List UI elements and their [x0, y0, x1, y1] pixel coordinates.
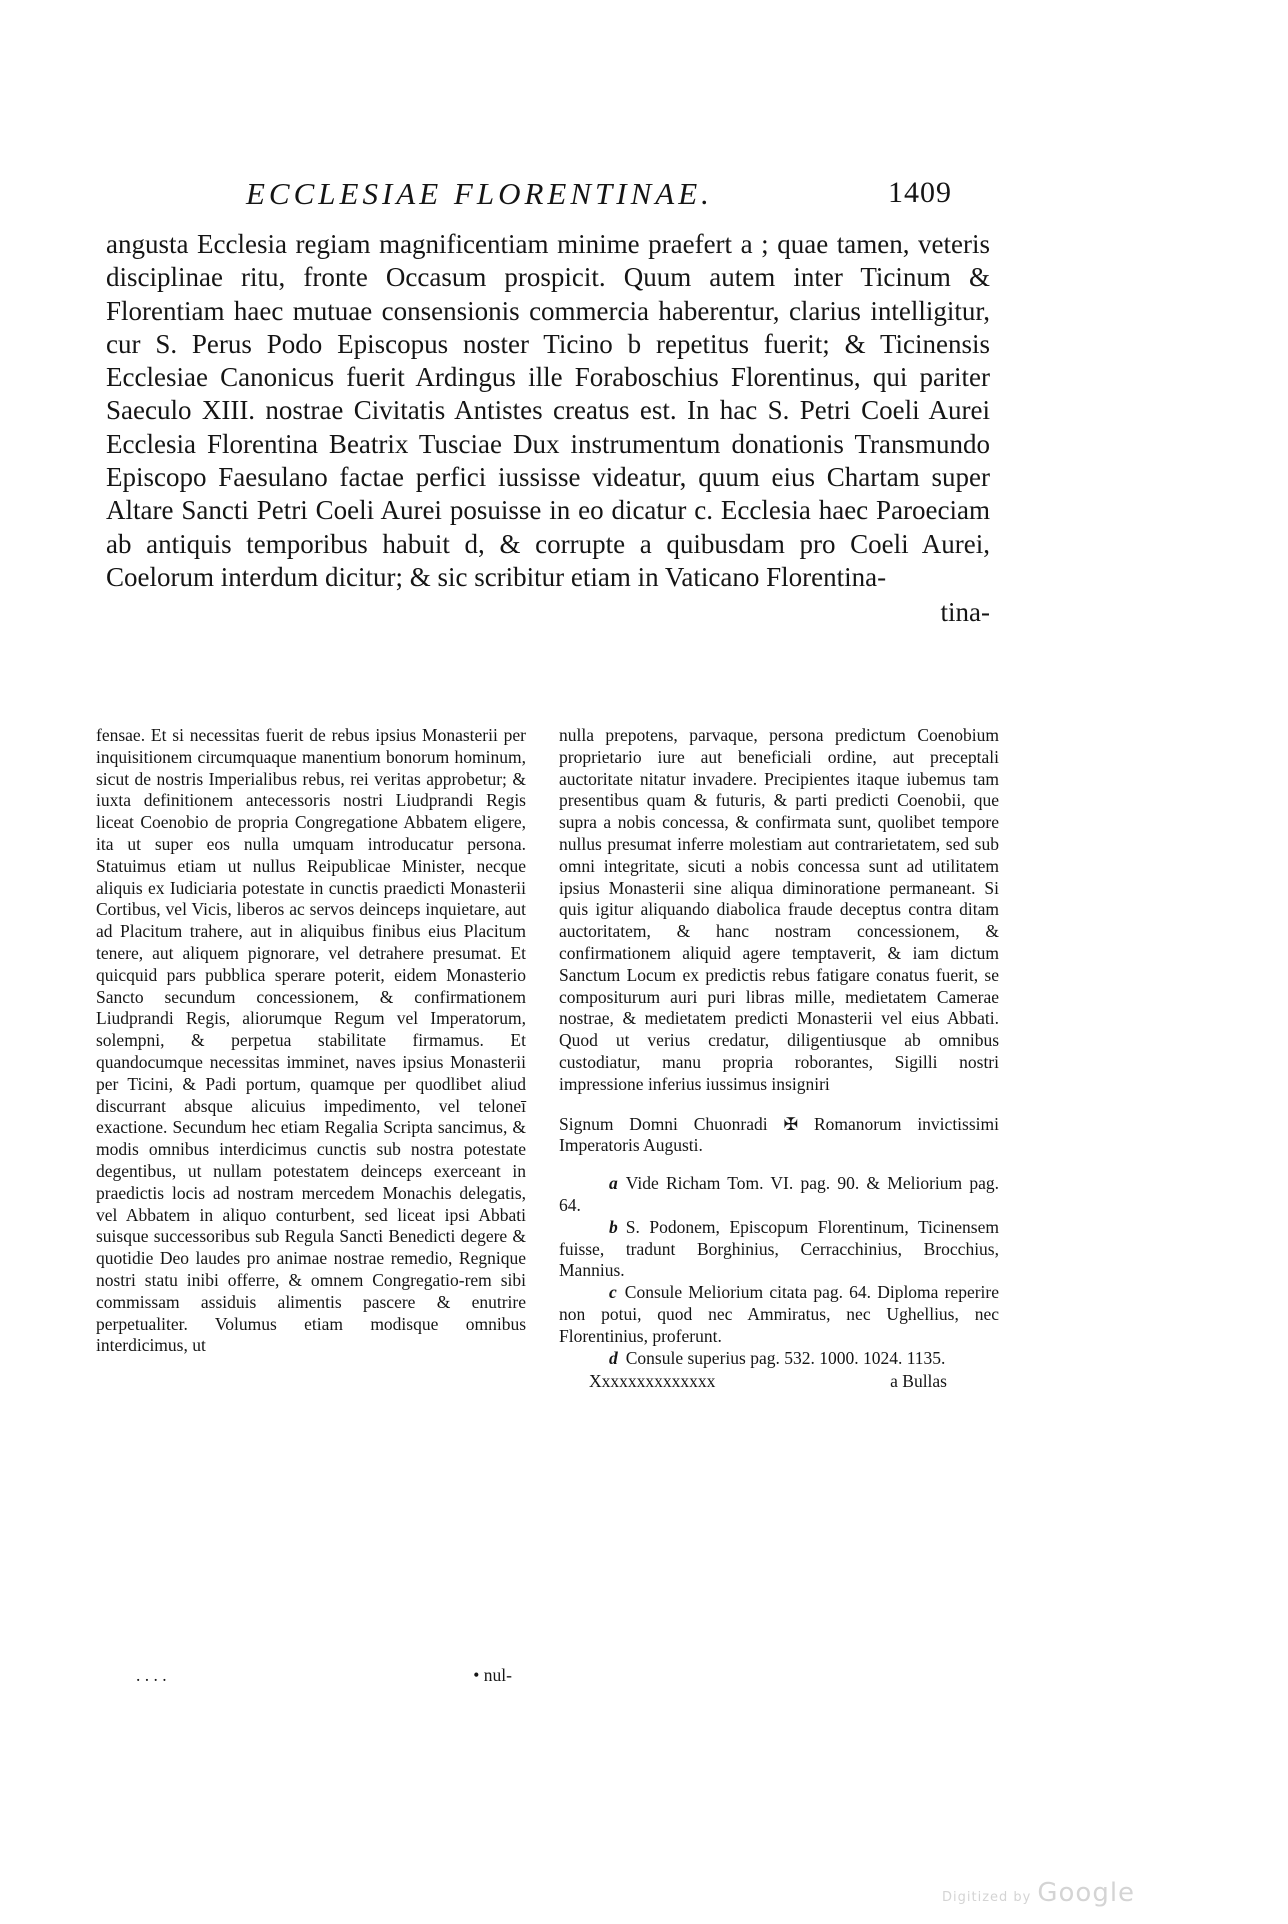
footnote-text: Vide Richam Tom. VI. pag. 90. & Meliorium pag. 64.: [559, 1173, 999, 1215]
footnotes: [559, 1173, 999, 1369]
left-catchword: • nul-: [473, 1665, 512, 1685]
bottom-placeholder-text: Xxxxxxxxxxxxxx: [589, 1371, 716, 1392]
footnote-marker: b: [609, 1216, 618, 1237]
bottom-catchword: a Bullas: [890, 1371, 947, 1392]
running-title: ECCLESIAE FLORENTINAE.: [246, 176, 713, 211]
left-column-text: fensae. Et si necessitas fuerit de rebus ipsius Monasterii per inquisitionem circumquaque manentium bonorum hominum, sicut de nostris Imperialibus rebus, rei veritas approbetur; & iuxta definitionem antecessoris nostri Liudprandi Regis liceat Coenobio de propria Congregatione Abbatem eligere, ita ut super eos nulla umquam introducatur persona. Statuimus etiam ut nullus Reipublicae Minister, necque aliquis ex Iudiciaria potestate in cunctis praedicti Monasterii Cortibus, vel Vicis, liberos ac servos deinceps inquietare, aut ad Placitum trahere, aut in aliquibus finibus eius Placitum tenere, aut aliquem pignorare, vel detrahere presumat. Et quicquid pars pubblica sperare poterit, eidem Monasterio Sancto secundum concessionem, & confirmationem Liudprandi Regis, aliorumque Regum vel Imperatorum, solempni, & perpetua stabilitate firmamus. Et quandocumque necessitas imminet, naves ipsius Monasterii per Ticini, & Padi portum, quamque per quodlibet aliud discurrant absque alicuius impedimento, vel teloneī exactione. Secundum hec etiam Regalia Scripta sancimus, & modis omnibus interdicimus cunctis sub nostra potestate degentibus, ut nullam potestatem deinceps exerceant in praedictis locis ad nostram mercedem Monachis delegatis, vel Abbatem in aliquo conturbent, sed liceat ipsi Abbati suisque successoribus sub Regula Sancti Benedicti degere & quotidie Deo laudes pro animae nostrae remedio, Regnique nostri statu inibi offerre, & omnem Congregatio-rem sibi commissam assiduis alimentis pascere & enutrire perpetualiter. Volumus etiam modisque omnibus interdicimus, ut: [96, 725, 526, 1356]
digitized-watermark: [942, 1878, 1135, 1908]
footnote-text: S. Podonem, Episcopum Florentinum, Ticinensem fuisse, tradunt Borghinius, Cerracchinius, Brocchius, Mannius.: [559, 1216, 999, 1281]
watermark-caption: Digitized by: [942, 1890, 1032, 1905]
main-paragraph: angusta Ecclesia regiam magnificentiam minime praefert a ; quae tamen, veteris disciplinae ritu, fronte Occasum prospicit. Quum autem inter Ticinum & Florentiam haec mutuae consensionis commercia haberentur, clarius intelligitur, cur S. Perus Podo Episcopus noster Ticino b repetitus fuerit; & Ticinensis Ecclesiae Canonicus fuerit Ardingus ille Foraboschius Florentinus, qui pariter Saeculo XIII. nostrae Civitatis Antistes creatus est. In hac S. Petri Coeli Aurei Ecclesia Florentina Beatrix Tusciae Dux instrumentum donationis Transmundo Episcopo Faesulano factae perfici iussisse videatur, quum eius Chartam super Altare Sancti Petri Coeli Aurei posuisse in eo dicatur c. Ecclesia haec Paroeciam ab antiquis temporibus habuit d, & corrupte a quibusdam pro Coeli Aurei, Coelorum interdum dicitur; & sic scribitur etiam in Vaticano Florentina-: [106, 229, 990, 592]
watermark-brand: Google: [1037, 1878, 1136, 1908]
left-column: [96, 725, 526, 1357]
footnote-marker: c: [609, 1282, 617, 1303]
right-column-text: nulla prepotens, parvaque, persona predictum Coenobium proprietario iure aut beneficiali ordine, aut preceptali auctoritate nitatur invadere. Precipientes itaque iubemus tam presentibus quam & futuris, & parti predicti Coenobii, que supra a nobis concessa, & confirmata sunt, quolibet tempore nullus presumat inferre molestiam aut contrarietatem, sed sub omni integritate, sicuti a nobis concessa sunt ad utilitatem ipsius Monasterii sine aliqua diminoratione permaneant. Si quis igitur aliquando diabolica fraude deceptus contra ditam auctoritatem, & hanc nostram concessionem, & confirmationem aliquid agere temptaverit, & iam dictum Sanctum Locum ex predictis rebus fatigare conatus fuerit, se compositurum auri puri libras mille, medietatem Camerae nostrae, & medietatem predicti Monasterii vel eius Abbati. Quod ut verius credatur, diligentiusque ab omnibus custodiatur, manu propria roborantes, Sigilli nostri impressione inferius iussimus insigniri: [559, 725, 999, 1094]
main-catchword: tina-: [940, 597, 990, 628]
signum-line: Signum Domni Chuonradi ✠ Romanorum invictissimi Imperatoris Augusti.: [559, 1113, 999, 1156]
footnote: [559, 1173, 999, 1217]
footnote-text: Consule superius pag. 532. 1000. 1024. 1135.: [625, 1347, 946, 1368]
footnote-marker: a: [609, 1173, 618, 1194]
page-header: [0, 176, 1288, 220]
main-text-block: [106, 228, 990, 630]
left-catch-dots: . . . .: [136, 1665, 167, 1685]
page-number: 1409: [888, 176, 952, 209]
footnote-marker: d: [609, 1347, 618, 1368]
right-bottom-line: [559, 1371, 999, 1393]
footnote: [559, 1282, 999, 1347]
footnote-text: Consule Meliorium citata pag. 64. Diploma reperire non potui, quod nec Ammiratus, nec Ughellius, nec Florentinius, proferunt.: [559, 1282, 999, 1346]
footnote: [559, 1348, 999, 1370]
footnote: [559, 1217, 999, 1282]
right-column: [559, 725, 999, 1393]
